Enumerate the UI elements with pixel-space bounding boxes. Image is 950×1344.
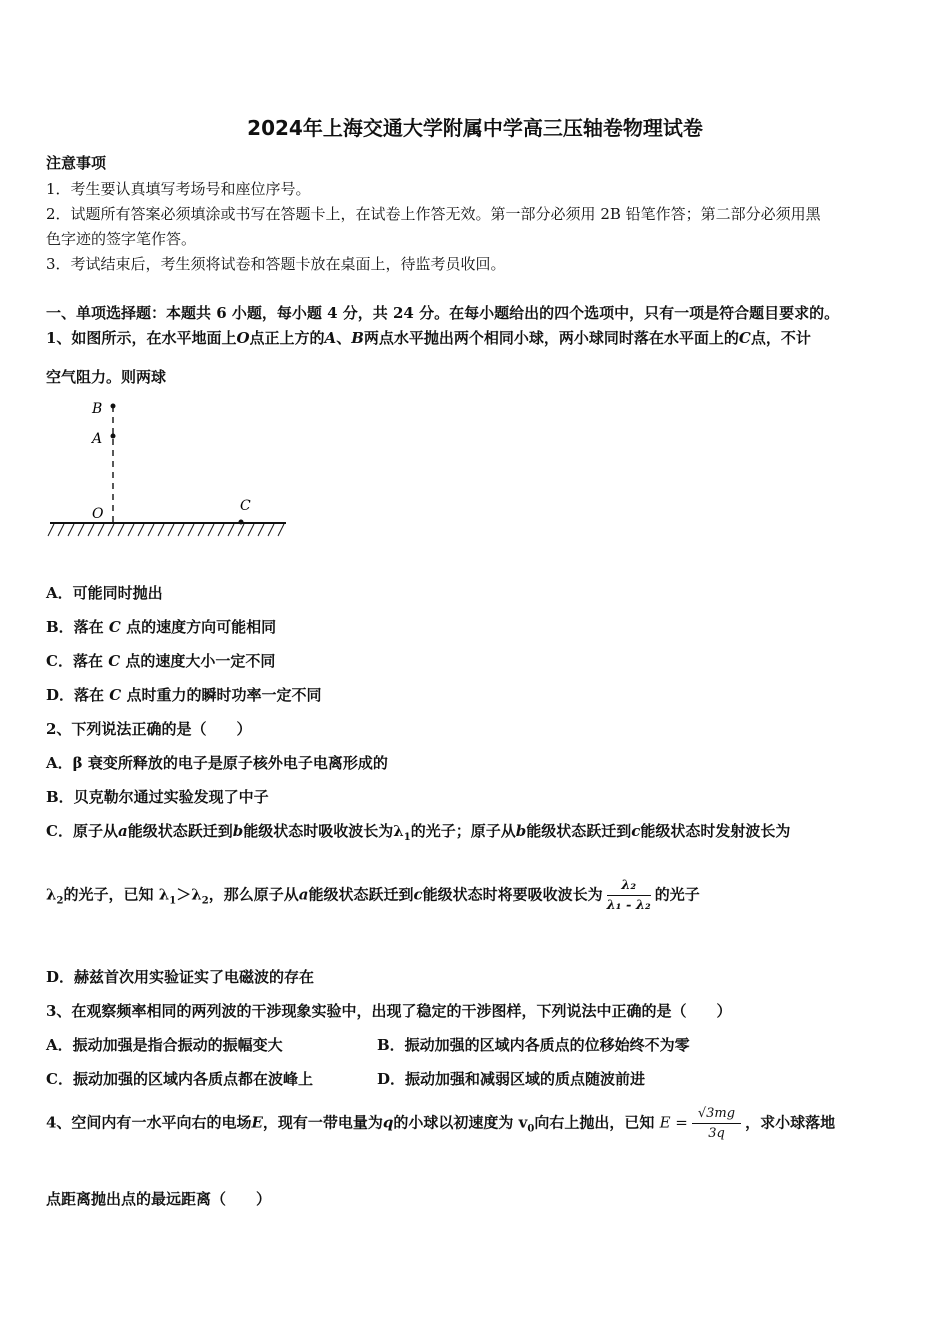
q3-option-c: C．振动加强的区域内各质点都在波峰上 <box>46 1070 313 1088</box>
point-a <box>111 434 116 439</box>
q3-stem: 3、在观察频率相同的两列波的干涉现象实验中，出现了稳定的干涉图样，下列说法中正确的是（ ） <box>46 1002 732 1020</box>
q1-figure <box>44 392 294 552</box>
section-heading: 一、单项选择题：本题共 6 小题，每小题 4 分，共 24 分。在每小题给出的四个选项中，只有一项是符合题目要求的。 <box>46 304 840 322</box>
notice-item: 3．考试结束后，考生须将试卷和答题卡放在桌面上，待监考员收回。 <box>46 255 506 273</box>
label-o: O <box>92 506 104 522</box>
ground-hatch <box>48 524 284 536</box>
page-title: 2024年上海交通大学附属中学高三压轴卷物理试卷 <box>247 116 703 140</box>
q2-option-d: D．赫兹首次用实验证实了电磁波的存在 <box>46 968 315 986</box>
notice-item: 色字迹的签字笔作答。 <box>46 230 197 248</box>
lambda-fraction: $\frac{\text{λ₂}}{\text{λ₁ - λ₂}}$ <box>606 878 651 913</box>
field-fraction: $\frac{√3mg}{3q}$ <box>692 1106 741 1141</box>
label-c: C <box>240 498 251 514</box>
q4-stem-cont: 点距离抛出点的最远距离（ ） <box>46 1190 272 1208</box>
point-c <box>239 520 244 525</box>
q1-option-d: D．落在 C 点时重力的瞬时功率一定不同 <box>46 686 322 704</box>
q1-stem-cont: 空气阻力。则两球 <box>46 368 167 386</box>
q2-stem: 2、下列说法正确的是（ ） <box>46 720 252 738</box>
q3-option-a: A．振动加强是指合振动的振幅变大 <box>46 1036 283 1054</box>
q1-stem: 1、如图所示，在水平地面上O点正上方的A、B两点水平抛出两个相同小球，两小球同时落在水平面上的C点，不计 <box>46 329 811 347</box>
notice-item: 1．考生要认真填写考场号和座位序号。 <box>46 180 311 198</box>
q2-option-c-cont: $\lambda_2$的光子，已知 $\lambda_1>\lambda_2$，那么原子从a能级状态跃迁到c能级状态时将要吸收波长为 $\frac{\text{λ₂}}{\text{λ₁ - λ₂}}$ 的光子 <box>46 878 700 913</box>
q3-option-d: D．振动加强和减弱区域的质点随波前进 <box>377 1070 646 1088</box>
q2-option-c: C．原子从a能级状态跃迁到b能级状态时吸收波长为$\lambda_1$的光子；原子从b能级状态跃迁到c能级状态时发射波长为 <box>46 822 791 843</box>
q2-option-a: A．β 衰变所释放的电子是原子核外电子电离形成的 <box>46 754 388 772</box>
q4-stem: 4、空间内有一水平向右的电场E，现有一带电量为q的小球以初速度为 $v_0$向右上抛出，已知 E = $\frac{√3mg}{3q}$ ，求小球落地 <box>46 1106 836 1141</box>
q2-option-b: B．贝克勒尔通过实验发现了中子 <box>46 788 269 806</box>
q1-option-b: B．落在 C 点的速度方向可能相同 <box>46 618 277 636</box>
label-b: B <box>92 401 103 417</box>
q1-option-c: C．落在 C 点的速度大小一定不同 <box>46 652 276 670</box>
notice-item: 2．试题所有答案必须填涂或书写在答题卡上，在试卷上作答无效。第一部分必须用 2B 铅笔作答；第二部分必须用黑 <box>46 205 821 223</box>
q1-option-a: A．可能同时抛出 <box>46 584 163 602</box>
notice-heading: 注意事项 <box>46 154 107 172</box>
q3-option-b: B．振动加强的区域内各质点的位移始终不为零 <box>377 1036 690 1054</box>
label-a: A <box>92 431 103 447</box>
